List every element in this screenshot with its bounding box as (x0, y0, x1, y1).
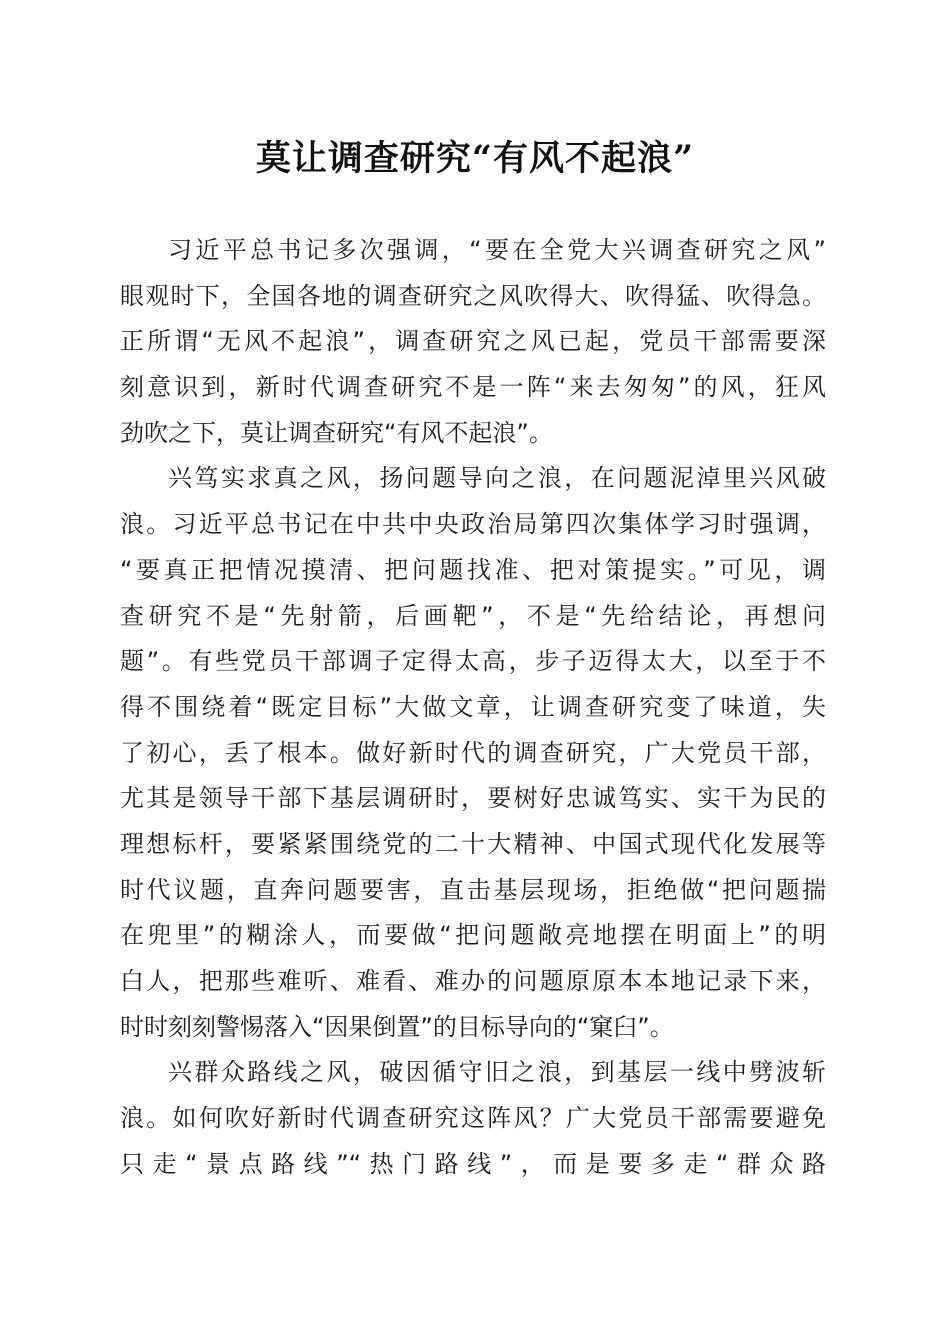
body-line: 理想标杆，要紧紧围绕党的二十大精神、中国式现代化发展等 (120, 829, 826, 858)
body-line: “要真正把情况摸清、把问题找准、把对策提实。”可见，调 (120, 555, 826, 584)
body-line: 白人，把那些难听、难看、难办的问题原原本本地记录下来， (120, 967, 826, 995)
body-line: 浪。如何吹好新时代调查研究这阵风？广大党员干部需要避免 (120, 1104, 826, 1133)
body-line: 劲吹之下，莫让调查研究“有风不起浪”。 (120, 418, 553, 447)
body-line: 尤其是领导干部下基层调研时，要树好忠诚笃实、实干为民的 (120, 784, 826, 813)
body-line: 时时刻刻警惕落入“因果倒置”的目标导向的“窠臼”。 (120, 1012, 674, 1041)
body-line: 得不围绕着“既定目标”大做文章，让调查研究变了味道，失 (120, 692, 826, 721)
body-line: 习近平总书记多次强调，“要在全党大兴调查研究之风” (168, 236, 826, 264)
document-body (120, 228, 826, 1187)
body-line: 正所谓“无风不起浪”，调查研究之风已起，党员干部需要深 (120, 327, 826, 356)
body-line: 时代议题，直奔问题要害，直击基层现场，拒绝做“把问题揣 (120, 875, 826, 904)
body-line: 在兜里”的糊涂人，而要做“把问题敞亮地摆在明面上”的明 (120, 921, 826, 950)
document-title: 莫让调查研究“有风不起浪” (255, 138, 695, 179)
body-line: 浪。习近平总书记在中共中央政治局第四次集体学习时强调， (120, 510, 826, 539)
body-line: 兴笃实求真之风，扬问题导向之浪，在问题泥淖里兴风破 (168, 464, 826, 493)
body-line: 刻意识到，新时代调查研究不是一阵“来去匆匆”的风，狂风 (120, 373, 826, 402)
body-line: 兴群众路线之风，破因循守旧之浪，到基层一线中劈波斩 (168, 1058, 826, 1087)
body-line: 只走“景点路线”“热门路线”，而是要多走“群众路 (120, 1149, 826, 1178)
body-line: 题”。有些党员干部调子定得太高，步子迈得太大，以至于不 (120, 647, 826, 676)
body-line: 眼观时下，全国各地的调查研究之风吹得大、吹得猛、吹得急。 (120, 281, 826, 310)
body-line: 查研究不是“先射箭，后画靶”，不是“先给结论，再想问 (120, 601, 826, 630)
body-line: 了初心，丢了根本。做好新时代的调查研究，广大党员干部， (120, 738, 826, 767)
